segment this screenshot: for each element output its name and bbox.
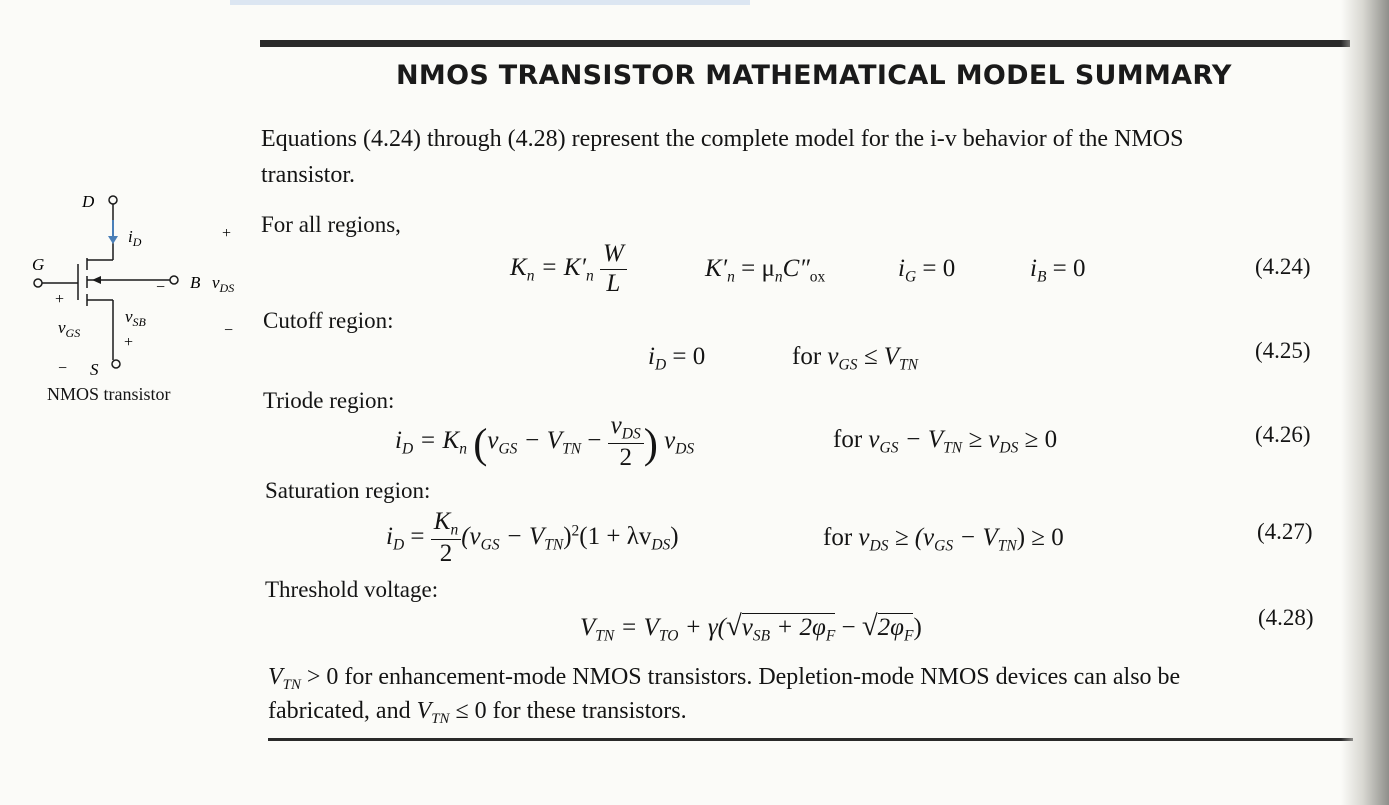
top-rule xyxy=(260,40,1350,47)
bulk-terminal xyxy=(170,276,178,284)
equation-number-4-28: (4.28) xyxy=(1258,605,1314,630)
intro-line-2: transistor. xyxy=(261,162,355,188)
equation-4-27-condition: for $v_{DS} \ge (v_{GS} - V_{TN}) \ge 0$ xyxy=(823,524,1064,555)
footer-line-1: $V_{TN} > 0$ for enhancement-mode NMOS transistors. Depletion-mode NMOS devices can also be xyxy=(268,664,1181,694)
equation-4-24-ig: $i_G = 0$ xyxy=(898,255,956,286)
section-saturation: Saturation region: xyxy=(265,478,431,503)
label-b: B xyxy=(190,273,201,292)
vgs-minus: − xyxy=(58,360,68,377)
section-cutoff: Cutoff region: xyxy=(263,308,394,333)
drain-terminal xyxy=(109,196,117,204)
label-id: $i_D$ xyxy=(128,227,142,249)
source-terminal xyxy=(112,360,120,368)
vsb-minus: − xyxy=(156,279,166,296)
equation-number-4-25: (4.25) xyxy=(1255,338,1311,363)
page-edge-shadow xyxy=(1341,0,1389,805)
equation-4-24-kprime: $K'_n = \mu_nC''_{ox}$ xyxy=(705,255,826,286)
equation-4-28: $V_{TN} = V_{TO} + \gamma(√v_{SB} + 2\varphi_F - √2\varphi_F)$ xyxy=(580,610,922,645)
vds-minus: − xyxy=(224,322,234,339)
gate-terminal xyxy=(34,279,42,287)
equation-4-25-lhs: $i_D = 0$ xyxy=(648,343,706,374)
equation-4-26-condition: for $v_{GS} - V_{TN} \ge v_{DS} \ge 0$ xyxy=(833,426,1058,457)
equation-number-4-27: (4.27) xyxy=(1257,519,1313,544)
schematic-caption: NMOS transistor xyxy=(47,384,171,404)
section-threshold: Threshold voltage: xyxy=(265,577,439,602)
equation-number-4-24: (4.24) xyxy=(1255,254,1311,279)
label-d: D xyxy=(82,192,95,211)
equation-4-24-kn: $K_n = K'_n$ $\frac{W}{L}$ xyxy=(510,240,627,299)
label-vgs: $v_{GS}$ xyxy=(58,318,81,340)
equation-number-4-26: (4.26) xyxy=(1255,422,1311,447)
equation-4-24-ib: $i_B = 0$ xyxy=(1030,255,1086,286)
nmos-schematic xyxy=(0,180,250,380)
equation-4-25-condition: for $v_{GS} \le V_{TN}$ xyxy=(792,343,918,374)
page-title: NMOS TRANSISTOR MATHEMATICAL MODEL SUMMARY xyxy=(396,60,1232,91)
equation-4-27-lhs: $i_D$ = $\frac{K_n}{2}$ $(v_{GS} - V_{TN})^2(1 + \lambda v_{DS})$ xyxy=(386,508,679,568)
label-vds: $v_{DS}$ xyxy=(212,273,235,295)
section-triode: Triode region: xyxy=(263,388,395,413)
footer-line-2: fabricated, and $V_{TN} \le 0$ for these transistors. xyxy=(268,698,687,728)
vsb-plus: + xyxy=(124,334,134,351)
section-all-regions: For all regions, xyxy=(261,212,401,237)
vgs-plus: + xyxy=(55,291,65,308)
top-color-strip xyxy=(230,0,750,5)
label-g: G xyxy=(32,255,45,274)
bulk-arrow xyxy=(92,276,101,284)
vds-plus: + xyxy=(222,225,232,242)
equation-4-26-lhs: $i_D = K_n$ ($v_{GS} - V_{TN}$ − $\frac{v_{DS}}{2}$ ) $v_{DS}$ xyxy=(395,412,695,472)
label-s: S xyxy=(90,360,99,379)
intro-line-1: Equations (4.24) through (4.28) represent the complete model for the i-v behavior of the NMOS xyxy=(261,126,1184,152)
label-vsb: $v_{SB}$ xyxy=(125,307,146,329)
bottom-rule xyxy=(268,738,1353,741)
drain-current-arrow xyxy=(108,236,118,244)
